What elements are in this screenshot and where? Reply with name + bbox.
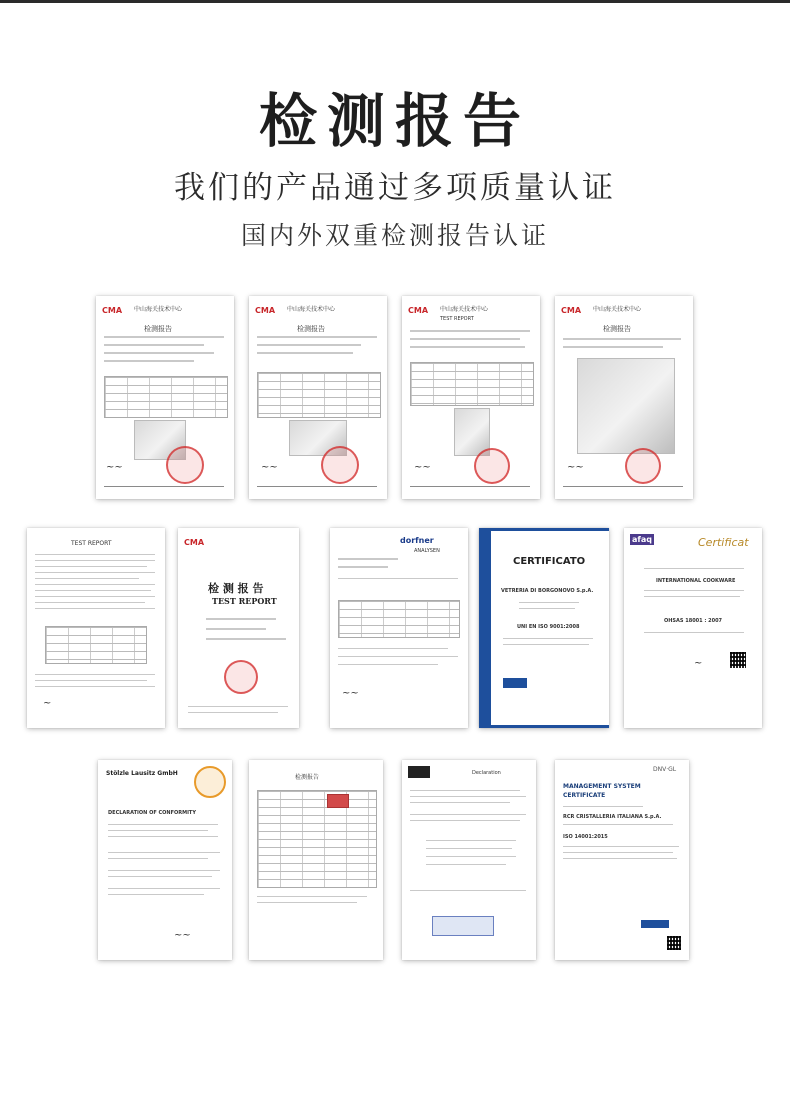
certificate-5[interactable] (27, 528, 165, 728)
red-seal-icon (166, 446, 204, 484)
cma-logo-icon: CMA (184, 538, 205, 547)
stolzle-logo-icon (194, 766, 226, 798)
certificate-12[interactable] (402, 760, 536, 960)
certificate-title: 检测报告 (603, 325, 631, 333)
certificate-title: DECLARATION OF CONFORMITY (108, 810, 196, 816)
red-seal-icon (474, 448, 510, 484)
page-subtitle-secondary: 国内外双重检测报告认证 (240, 221, 549, 250)
signature: ~~ (567, 462, 584, 473)
certificate-org: 中山海关技术中心 (287, 306, 336, 313)
certificate-standard: OHSAS 18001 : 2007 (664, 618, 723, 624)
signature: ~ (694, 658, 703, 669)
certificate-title: 检测报告 (295, 774, 320, 781)
certificate-org: 中山海关技术中心 (134, 306, 183, 313)
cma-logo-icon: CMA (255, 306, 276, 315)
top-divider (0, 0, 790, 3)
certificate-brand: DNV·GL (653, 766, 677, 773)
blue-side-stripe (479, 528, 491, 728)
certificate-2[interactable] (249, 296, 387, 499)
certificate-title: MANAGEMENT SYSTEM CERTIFICATE (563, 783, 641, 799)
product-photo (327, 794, 349, 808)
stamp-icon (432, 916, 494, 936)
certificate-title: TEST REPORT (440, 316, 474, 322)
certificate-title: 检测报告 (144, 325, 172, 333)
certificate-org: 中山海关技术中心 (440, 306, 489, 313)
signature: ~ (43, 698, 52, 709)
certificate-7[interactable] (330, 528, 468, 728)
certificate-org: 中山海关技术中心 (593, 306, 642, 313)
cma-logo-icon: CMA (561, 306, 582, 315)
qr-code-icon (667, 936, 681, 950)
certificate-standard: ISO 14001:2015 (563, 834, 608, 840)
signature: ~~ (414, 462, 431, 473)
certificate-title: Certificat (698, 536, 749, 549)
certificate-13[interactable] (555, 760, 689, 960)
red-seal-icon (625, 448, 661, 484)
certificate-title: ANALYSEN (414, 548, 440, 554)
certificate-1[interactable] (96, 296, 234, 499)
certificate-company: VETRERIA DI BORGONOVO S.p.A. (501, 588, 594, 594)
certificate-title: TEST REPORT (71, 540, 112, 547)
certificate-title: CERTIFICATO (513, 556, 586, 567)
certificate-11[interactable] (249, 760, 383, 960)
signature: ~~ (342, 688, 359, 699)
certificate-company: Stölzle Lausitz GmbH (106, 770, 178, 777)
certificate-title: Declaration (472, 770, 501, 776)
afaq-logo-icon: afaq (632, 535, 653, 544)
certificate-standard: UNI EN ISO 9001:2008 (517, 624, 580, 630)
company-logo-icon (408, 766, 430, 778)
certificate-8[interactable] (479, 528, 609, 728)
certificate-3[interactable] (402, 296, 540, 499)
cma-logo-icon: CMA (408, 306, 429, 315)
certificate-title: 检测报告 (297, 325, 325, 333)
signature: ~~ (106, 462, 123, 473)
red-seal-icon (224, 660, 258, 694)
certificate-title-en: TEST REPORT (212, 596, 277, 606)
qr-code-icon (730, 652, 746, 668)
certificate-title: 检 测 报 告 (208, 582, 264, 595)
certificate-9[interactable] (624, 528, 762, 728)
page-subtitle: 我们的产品通过多项质量认证 (174, 170, 616, 206)
signature: ~~ (174, 930, 191, 941)
certificate-4[interactable] (555, 296, 693, 499)
cma-logo-icon: CMA (102, 306, 123, 315)
certificate-brand: dorfner (400, 536, 434, 545)
signature: ~~ (261, 462, 278, 473)
red-seal-icon (321, 446, 359, 484)
page-title: 检测报告 (258, 87, 531, 155)
certificate-10[interactable] (98, 760, 232, 960)
certificate-company: RCR CRISTALLERIA ITALIANA S.p.A. (563, 814, 662, 820)
certificate-6[interactable] (178, 528, 299, 728)
product-photo (577, 358, 675, 454)
certificate-company: INTERNATIONAL COOKWARE (656, 578, 736, 584)
